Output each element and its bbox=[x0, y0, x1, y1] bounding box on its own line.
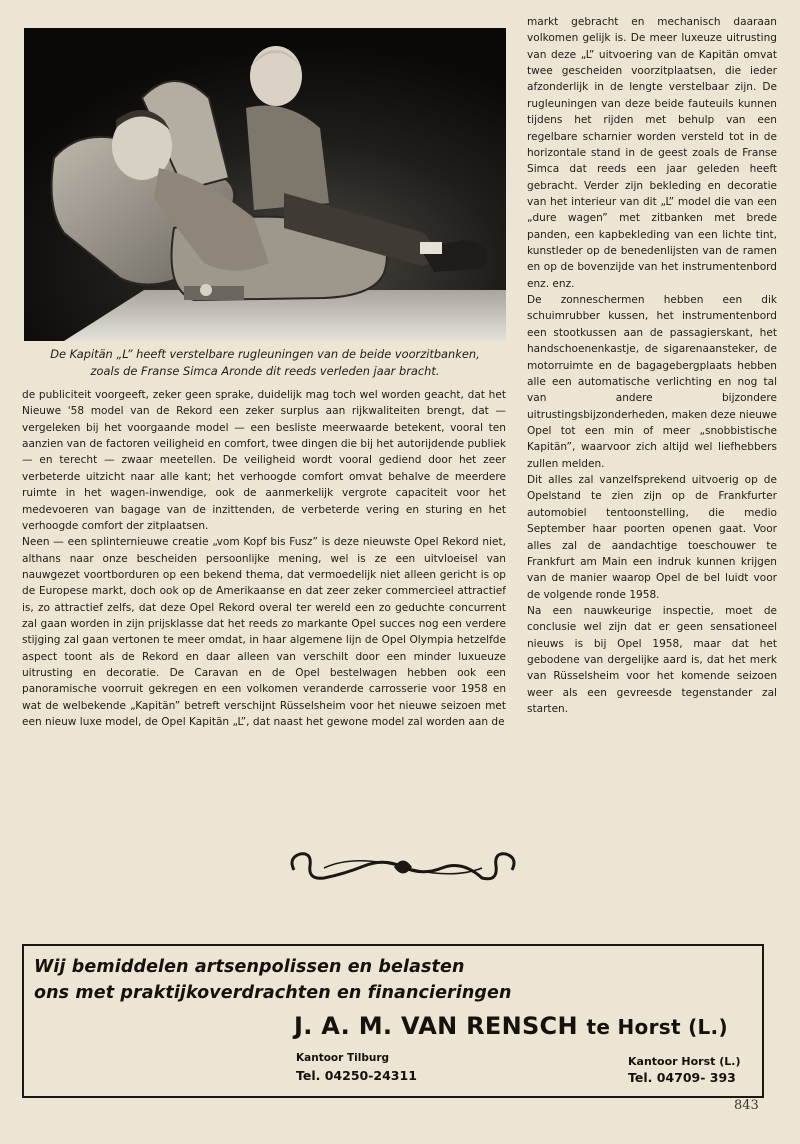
article-paragraph: Na een nauwkeurige inspectie, moet de conclusie wel zijn dat er geen sensationeel nieuws is bij Opel 1958, maar dat het gebodene van dergelijke aard is, dat het merk van Rüsselsheim voor het komende seizoen weer als een gevreesde tegenstander zal starten. bbox=[527, 604, 777, 716]
ad-firm-location: te Horst (L.) bbox=[586, 1015, 728, 1039]
article-paragraph: De zonneschermen hebben een dik schuimrubber kussen, het instrumentenbord een stootkussen aan de passagierskant, het handschoenenkastje, de sigarenaansteker, de motorruimte en de bagagebergplaats hebben alle een automatische verlichting en nog tal van andere bijzondere uitrustingsbijzonderheden, maken deze nieuwe Opel tot een min of meer „snobbistische Kapitän”, waarvoor zich altijd wel liefhebbers zullen melden. bbox=[527, 294, 777, 470]
ad-office-tel: Tel. 04709- 393 bbox=[628, 1070, 736, 1085]
article-column-left bbox=[22, 387, 506, 842]
article-paragraph: de publiciteit voorgeeft, zeker geen sprake, duidelijk mag toch wel worden geacht, dat het Nieuwe '58 model van de Rekord een zeker surplus aan rijkwaliteiten brengt, dat — vergeleken bij het voorgaande model — een besliste meerwaarde betekent, vooral ten aanzien van de factoren veiligheid en comfort, twee dingen die bij het autorijdende publiek — en terecht — zwaar meetellen. De veiligheid wordt vooral gediend door het zeer verbeterde uitzicht naar alle kant; het verhoogde comfort omvat behalve de meerdere ruimte in het wagen-inwendige, ook de aanmerkelijk vergrote capaciteit voor het medevoeren van bagage van de inzittenden, de verbeterde vering en sturing en het verhoogde comfort der zitplaatsen. bbox=[22, 389, 506, 532]
ad-office-tel: Tel. 04250-24311 bbox=[296, 1068, 417, 1083]
page-number: 843 bbox=[734, 1098, 759, 1113]
article-photo bbox=[24, 28, 506, 341]
photo-children-in-car-seat bbox=[24, 28, 506, 341]
ad-firm-name: J. A. M. VAN RENSCH bbox=[294, 1012, 578, 1040]
ad-firm bbox=[294, 1012, 728, 1040]
caption-line-1: De Kapitän „L” heeft verstelbare rugleuningen van de beide voorzitbanken, bbox=[50, 347, 480, 361]
ad-office-name: Kantoor Tilburg bbox=[296, 1052, 390, 1064]
ad-office-tilburg bbox=[296, 1050, 417, 1084]
ad-headline-line-2: ons met praktijkoverdrachten en financieringen bbox=[34, 983, 512, 1003]
article-column-right bbox=[527, 14, 777, 794]
article-paragraph: Dit alles zal vanzelfsprekend uitvoerig op de Opelstand te zien zijn op de Frankfurter automobiel tentoonstelling, die medio September haar poorten openen gaat. Voor alles zal de aandachtige toeschouwer te Frankfurt am Main een indruk kunnen krijgen van de manier waarop Opel de bel luidt voor de volgende ronde 1958. bbox=[527, 474, 777, 601]
ad-headline bbox=[34, 954, 594, 1006]
caption-line-2: zoals de Franse Simca Aronde dit reeds verleden jaar bracht. bbox=[90, 363, 440, 378]
article-paragraph: markt gebracht en mechanisch daaraan volkomen gelijk is. De meer luxeuze uitrusting van deze „L” uitvoering van de Kapitän omvat twee gescheiden voorzitplaatsen, die ieder afzonderlijk in de lengte verstelbaar zijn. De rugleuningen van deze beide fauteuils kunnen tijdens het rijden met behulp van een regelbare scharnier worden versteld tot in de horizontale stand in de geest zoals de Franse Simca dat reeds een jaar geleden heeft gebracht. Verder zijn bekleding en decoratie van het interieur van dit „L” model die van een „dure wagen” met zitbanken met brede panden, een kapbekleding van een lichte tint, kunstleder op de benedenlijsten van de ramen en op de bovenzijde van het instrumentenbord enz. enz. bbox=[527, 16, 777, 290]
advertisement-box bbox=[22, 944, 764, 1098]
decorative-flourish-icon bbox=[284, 840, 522, 894]
ad-office-horst bbox=[628, 1054, 740, 1086]
ad-headline-line-1: Wij bemiddelen artsenpolissen en belasten bbox=[34, 957, 465, 977]
article-paragraph: Neen — een splinternieuwe creatie „vom Kopf bis Fusz” is deze nieuwste Opel Rekord niet, althans naar onze bescheiden persoonlijke mening, wel is ze een uitvloeisel van nauwgezet voortborduren op een bekend thema, dat vermoedelijk niet alleen gericht is op de Europese markt, doch ook op de Amerikaanse en dat zeer zeker commercieel attractief is, zo attractief zelfs, dat deze Opel Rekord overal ter wereld een zo geduchte concurrent zal gaan worden in zijn prijsklasse dat het reeds zo markante Opel succes nog een verdere stijging zal gaan vertonen te meer omdat, in haar algemene lijn de Opel Olympia hetzelfde aspect toont als de Rekord en daar alleen van verschilt door een minder luxueuze uitrusting en decoratie. De Caravan en de Opel bestelwagen hebben ook een panoramische voorruit gekregen en een volkomen veranderde carrosserie voor 1958 en wat de welbekende „Kapitän” betreft verschijnt Rüsselsheim voor het nieuwe seizoen met een nieuw luxe model, de Opel Kapitän „L”, dat naast het gewone model zal worden aan de bbox=[22, 536, 506, 729]
ad-office-name: Kantoor Horst (L.) bbox=[628, 1055, 741, 1068]
photo-caption bbox=[24, 346, 506, 379]
